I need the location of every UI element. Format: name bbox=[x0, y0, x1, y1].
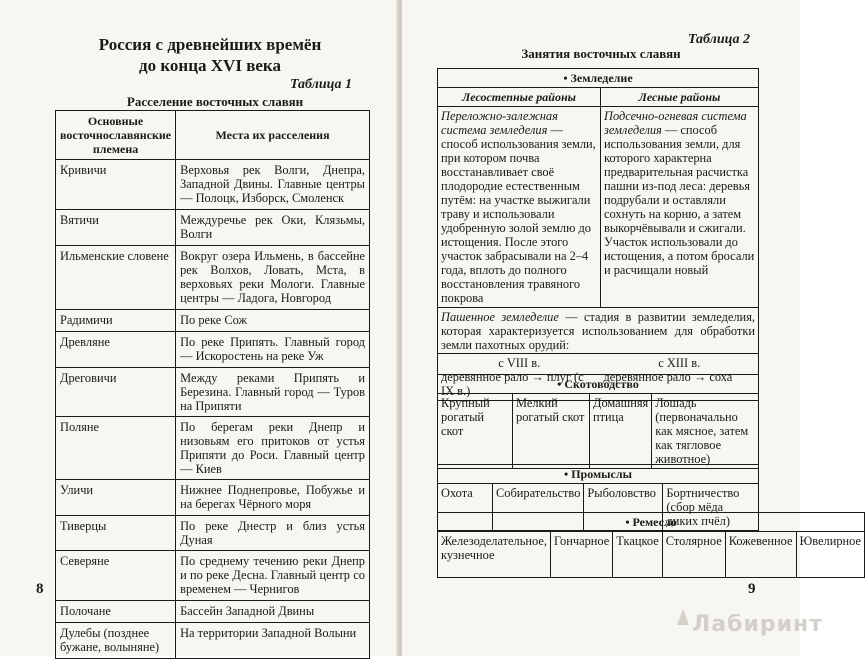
trade-item: Рыболовство bbox=[584, 484, 663, 531]
cattle-row bbox=[438, 394, 759, 469]
settlement-table bbox=[55, 110, 370, 659]
header-forest: Лесные районы bbox=[601, 88, 759, 107]
text-fallow-system: — способ использования земли, при котором почва восстанавливает своё плодородие естественным путём: на участке выжигали траву и использовали удобренную золой землю до истощения. После этого участок забрасывали на 2–4 года, вплоть до полного восстановления травяного покрова bbox=[441, 123, 596, 305]
settlement-place: Между реками Припять и Березина. Главный город — Туров на Припяти bbox=[176, 368, 370, 417]
table-row bbox=[56, 623, 370, 659]
craft-item: Ювелирное bbox=[796, 532, 865, 578]
tribe-name: Ильменские словене bbox=[56, 246, 176, 310]
tools-late-text: деревянное рало → соха bbox=[603, 370, 733, 384]
tribe-name: Поляне bbox=[56, 417, 176, 480]
craft-item: Кожевенное bbox=[725, 532, 796, 578]
table-title-2: Занятия восточных славян bbox=[521, 46, 681, 61]
crafts-table bbox=[437, 512, 865, 578]
tribe-name: Северяне bbox=[56, 551, 176, 601]
section-crafts: • Ремесло bbox=[438, 513, 865, 532]
table-title: Расселение восточных славян bbox=[126, 94, 304, 109]
term-plough-farming: Пашенное земледелие bbox=[441, 310, 559, 324]
tribe-name: Тиверцы bbox=[56, 516, 176, 551]
craft-item: Ткацкое bbox=[613, 532, 662, 578]
settlement-table-body bbox=[56, 160, 370, 659]
section-agriculture: • Земледелие bbox=[438, 69, 759, 88]
table-row bbox=[56, 480, 370, 516]
crafts-row bbox=[438, 532, 865, 578]
trade-item: Охота bbox=[438, 484, 493, 531]
section-cattle: • Скотоводство bbox=[438, 375, 759, 394]
text-slash-burn: — способ использования земли, для которого характерна предварительная расчистка пашни из-под леса: деревья подрубали и оставляли сохнуть на корню, а затем выкорчёвывали и сжигали. Участок использовали до истощения, а потом бросали и расчищали новый bbox=[604, 123, 755, 277]
table-row bbox=[56, 332, 370, 368]
table-label-2: Таблица 2 bbox=[688, 32, 750, 47]
heading-line-1: Россия с древнейших времён bbox=[98, 35, 322, 54]
craft-item: Столярное bbox=[662, 532, 725, 578]
trade-item: Бортничество (сбор мёда диких пчёл) bbox=[663, 484, 759, 531]
century-viii: с VIII в. bbox=[498, 356, 541, 370]
header-forest-steppe: Лесостепные районы bbox=[438, 88, 601, 107]
table-row bbox=[56, 516, 370, 551]
tribe-name: Полочане bbox=[56, 601, 176, 623]
text-plough-farming: — стадия в развитии земледелия, которая характеризуется использованием для обработки земли пахотных орудий: bbox=[441, 310, 755, 352]
table-header-row bbox=[56, 111, 370, 160]
labirint-logo-icon bbox=[676, 608, 690, 626]
trade-item: Собирательство bbox=[493, 484, 584, 531]
settlement-place: По реке Припять. Главный город — Искоростень на реке Уж bbox=[176, 332, 370, 368]
cell-forest-system bbox=[601, 107, 759, 308]
col-header-places: Места их расселения bbox=[176, 111, 370, 160]
cattle-item: Лошадь (первоначально как мясное, затем как тягловое животное) bbox=[652, 394, 759, 469]
table-row bbox=[56, 210, 370, 246]
table-row bbox=[56, 246, 370, 310]
term-slash-burn: Подсечно-огневая система земледелия bbox=[604, 109, 747, 137]
settlement-place: Бассейн Западной Двины bbox=[176, 601, 370, 623]
settlement-place: Нижнее Поднепровье, Побужье и на берегах Чёрного моря bbox=[176, 480, 370, 516]
craft-item: Железоделательное, кузнечное bbox=[438, 532, 551, 578]
settlement-place: По берегам реки Днепр и низовьям его притоков от устья Припяти до Роси. Главный центр — Киев bbox=[176, 417, 370, 480]
table-row bbox=[56, 551, 370, 601]
page-number-2: 9 bbox=[748, 581, 756, 597]
century-xiii: с XIII в. bbox=[658, 356, 701, 370]
settlement-place: По среднему течению реки Днепр и по реке Десна. Главный центр со временем — Чернигов bbox=[176, 551, 370, 601]
cattle-item: Крупный рогатый скот bbox=[438, 394, 513, 469]
cattle-table bbox=[437, 374, 759, 469]
page-heading bbox=[70, 34, 350, 76]
tools-early-text: деревянное рало → плуг (с IX в.) bbox=[441, 370, 584, 398]
settlement-place: Верховья рек Волги, Днепра, Западной Двины. Главные центры — Полоцк, Изборск, Смоленск bbox=[176, 160, 370, 210]
cell-plough-farming bbox=[438, 308, 759, 354]
table-row bbox=[56, 160, 370, 210]
page-number: 8 bbox=[36, 581, 44, 597]
agriculture-table bbox=[437, 68, 759, 401]
cell-forest-steppe-system bbox=[438, 107, 601, 308]
settlement-place: Вокруг озера Ильмень, в бассейне рек Волхов, Ловать, Мста, в верховьях реки Мологи. Главные центры — Ладога, Новгород bbox=[176, 246, 370, 310]
tribe-name: Уличи bbox=[56, 480, 176, 516]
settlement-place: По реке Днестр и близ устья Дуная bbox=[176, 516, 370, 551]
table-row bbox=[56, 417, 370, 480]
settlement-place: Междуречье рек Оки, Клязьмы, Волги bbox=[176, 210, 370, 246]
tribe-name: Древляне bbox=[56, 332, 176, 368]
section-trades: • Промыслы bbox=[438, 465, 759, 484]
tribe-name: Вятичи bbox=[56, 210, 176, 246]
tribe-name: Дулебы (позднее бужане, волыняне) bbox=[56, 623, 176, 659]
table-label: Таблица 1 bbox=[290, 77, 352, 92]
col-header-tribes: Основные восточнославянские племена bbox=[56, 111, 176, 160]
tribe-name: Радимичи bbox=[56, 310, 176, 332]
watermark: Лабиринт bbox=[692, 612, 824, 637]
tribe-name: Дреговичи bbox=[56, 368, 176, 417]
cattle-item: Домашняя птица bbox=[590, 394, 652, 469]
heading-line-2: до конца XVI века bbox=[139, 56, 281, 75]
cattle-item: Мелкий рогатый скот bbox=[513, 394, 590, 469]
settlement-place: На территории Западной Волыни bbox=[176, 623, 370, 659]
table-row bbox=[56, 310, 370, 332]
settlement-place: По реке Сож bbox=[176, 310, 370, 332]
table-row bbox=[56, 368, 370, 417]
table-row bbox=[56, 601, 370, 623]
term-fallow-system: Переложно-залежная система земледелия bbox=[441, 109, 558, 137]
tribe-name: Кривичи bbox=[56, 160, 176, 210]
craft-item: Гончарное bbox=[550, 532, 612, 578]
left-page bbox=[0, 0, 398, 656]
